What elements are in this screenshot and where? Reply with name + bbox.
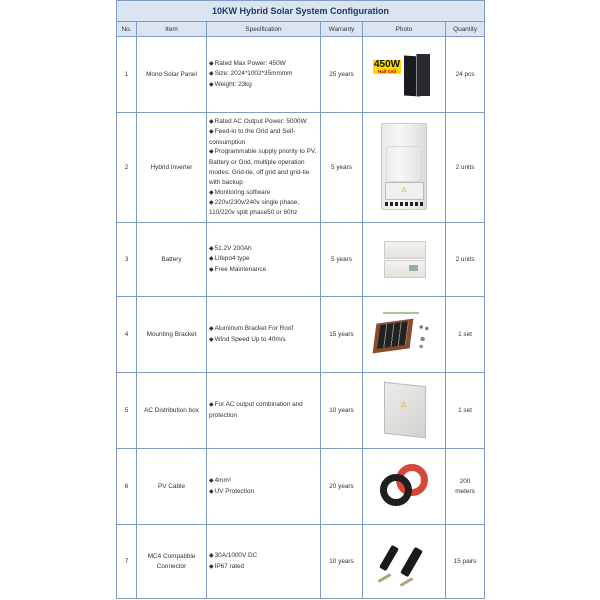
photo-cell	[363, 449, 446, 525]
specification	[207, 113, 321, 223]
warranty: 15 years	[321, 297, 363, 373]
table-row	[117, 297, 485, 373]
pv-cable-image	[378, 462, 430, 510]
spec-line: ◆ Feed-in to the Grid and Self-consumption	[209, 127, 318, 147]
table-row	[117, 37, 485, 113]
spec-line: ◆ Programmable supply priority to PV, Battery or Grid, multiple operation modes: Grid-tie, off grid and grid-tie with backup	[209, 147, 318, 187]
item-name: Mounting Bracket	[137, 297, 207, 373]
photo-cell	[363, 525, 446, 599]
spec-line: ◆ 4mm²	[209, 476, 318, 486]
quantity: 1 set	[446, 297, 485, 373]
quantity: 24 pcs	[446, 37, 485, 113]
column-header-no: No.	[117, 22, 137, 37]
specification	[207, 297, 321, 373]
spec-line: ◆ Monitoring software	[209, 188, 318, 198]
spec-line: ◆ Free Maintenance	[209, 265, 318, 275]
table-row	[117, 525, 485, 599]
configuration-table	[116, 0, 485, 599]
item-name: Battery	[137, 223, 207, 297]
table-row	[117, 113, 485, 223]
item-name: AC Distribution box	[137, 373, 207, 449]
row-number: 5	[117, 373, 137, 449]
row-number: 3	[117, 223, 137, 297]
warranty: 5 years	[321, 223, 363, 297]
row-number: 6	[117, 449, 137, 525]
item-name: PV Cable	[137, 449, 207, 525]
spec-line: ◆ 51.2V 200Ah	[209, 244, 318, 254]
warranty: 10 years	[321, 373, 363, 449]
spec-line: ◆ Size: 2024*1002*35mmmm	[209, 69, 318, 79]
spec-line: ◆ Wind Speed Up to 40m/s	[209, 335, 318, 345]
quantity: 1 set	[446, 373, 485, 449]
column-header-specification: Specification	[207, 22, 321, 37]
spec-line: ◆ For AC output combination and protection	[209, 400, 318, 420]
photo-cell	[363, 113, 446, 223]
mc4-connector-image	[379, 533, 429, 589]
quantity: 2 units	[446, 223, 485, 297]
spec-line: ◆ Aluminum Bracket For Roof	[209, 324, 318, 334]
table-row	[117, 223, 485, 297]
warranty: 5 years	[321, 113, 363, 223]
item-name: Hybrid Inverter	[137, 113, 207, 223]
photo-cell	[363, 37, 446, 113]
warranty: 25 years	[321, 37, 363, 113]
wattage-label: 450W Half Cell	[374, 58, 401, 74]
table-row	[117, 449, 485, 525]
spec-line: ◆ Lifepo4 type	[209, 254, 318, 264]
photo-cell	[363, 373, 446, 449]
mounting-bracket-image	[373, 307, 435, 361]
spec-line: ◆ IP67 rated	[209, 562, 318, 572]
photo-cell	[363, 223, 446, 297]
warranty: 10 years	[321, 525, 363, 599]
spec-line: ◆ UV Protection	[209, 487, 318, 497]
specification	[207, 37, 321, 113]
column-header-photo: Photo	[363, 22, 446, 37]
row-number: 2	[117, 113, 137, 223]
column-header-item: Item	[137, 22, 207, 37]
row-number: 7	[117, 525, 137, 599]
warranty: 20 years	[321, 449, 363, 525]
row-number: 1	[117, 37, 137, 113]
quantity: 200 meters	[446, 449, 485, 525]
battery-image	[384, 241, 424, 277]
inverter-image	[381, 123, 427, 210]
table-title: 10KW Hybrid Solar System Configuration	[117, 1, 485, 22]
specification	[207, 449, 321, 525]
table-row	[117, 373, 485, 449]
specification	[207, 525, 321, 599]
spec-line: ◆ 220v/230v/240v single phase, 110/220v split phase50 or 60hz	[209, 198, 318, 218]
spec-line: ◆ 30A/1000V DC	[209, 551, 318, 561]
spec-line: ◆ Weight: 23kg	[209, 80, 318, 90]
row-number: 4	[117, 297, 137, 373]
item-name: Mono Solar Panel	[137, 37, 207, 113]
column-header-warranty: Warranty	[321, 22, 363, 37]
specification	[207, 223, 321, 297]
specification	[207, 373, 321, 449]
item-name: MC4 Compatible Connector	[137, 525, 207, 599]
spec-line: ◆ Rated Max Power: 450W	[209, 59, 318, 69]
quantity: 2 units	[446, 113, 485, 223]
spec-line: ◆ Rated AC Output Power: 5000W	[209, 117, 318, 127]
distribution-box-image	[380, 382, 428, 438]
solar-panel-image	[373, 54, 435, 94]
quantity: 15 pairs	[446, 525, 485, 599]
column-header-quantity: Quantity	[446, 22, 485, 37]
warning-icon: ⚠	[400, 399, 408, 409]
photo-cell	[363, 297, 446, 373]
